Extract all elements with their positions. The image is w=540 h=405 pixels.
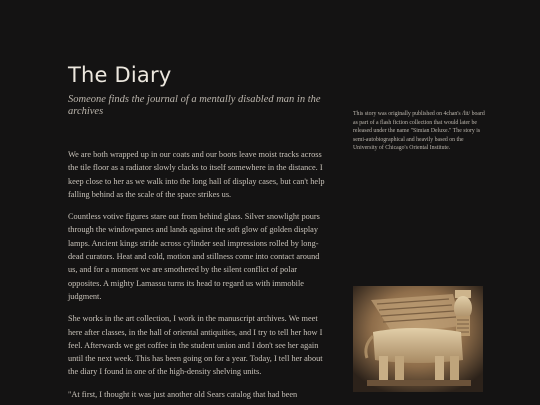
lamassu-statue-photo — [353, 286, 483, 392]
story-body — [68, 148, 330, 405]
article-header — [68, 60, 330, 118]
lamassu-statue-icon — [353, 286, 483, 392]
page-subtitle: Someone finds the journal of a mentally disabled man in the archives — [68, 94, 321, 117]
story-paragraph: "At first, I thought it was just another old Sears catalog that had been — [68, 389, 298, 399]
story-paragraph: She works in the art collection, I work in the manuscript archives. We meet here after classes, in the hall of oriental antiquities, and I try to tell her how I feel. Afterwards we get coffee in the student union and I don't see her again until the next week. This has been going on for a year. Today, I tell her about the diary I found in one of the high-density shelving units. — [68, 314, 323, 377]
story-paragraph: We are both wrapped up in our coats and our boots leave moist tracks across the tile floor as a radiator slowly clacks to itself somewhere in the distance. I keep close to her as we walk into the long hall of display cases, but can't help falling behind as the scale of the space strikes us. — [68, 150, 325, 199]
sidebar-note: This story was originally published on 4chan's /lit/ board as part of a flash fiction collection that would later be released under the name "Simian Deluxe." The story is semi-autobiographical and heavily based on the University of Chicago's Oriental Institute. — [353, 111, 485, 151]
page-title: The Diary — [68, 63, 172, 87]
story-paragraph: Countless votive figures stare out from behind glass. Silver snowlight pours through the windowpanes and lands against the soft glow of golden display lamps. Ancient kings stride across cylinder seal impressions rolled by long-dead curators. Heat and cold, motion and stillness come into contact around us, and for a moment we are smothered by the silent conflict of polar opposites. A mighty Lamassu turns its head to regard us with immobile judgment. — [68, 212, 320, 301]
